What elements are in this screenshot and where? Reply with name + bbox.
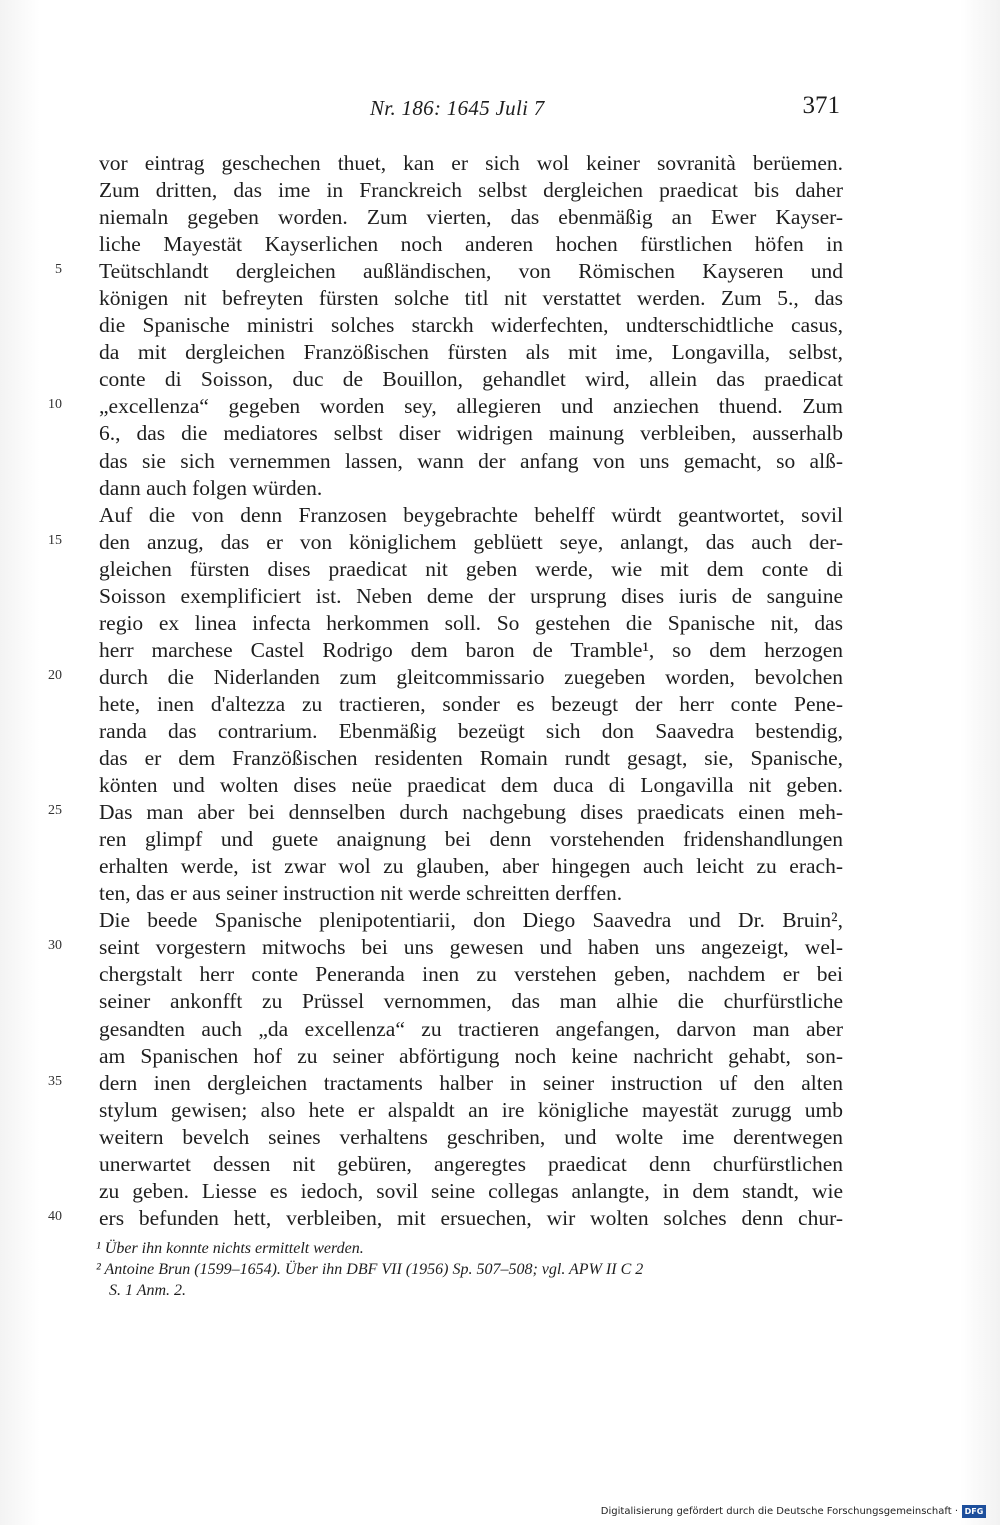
- line-number: 30: [48, 938, 62, 954]
- line-text: zu geben. Liesse es iedoch, sovil seine collegas anlangte, in dem standt, wie: [99, 1178, 843, 1203]
- line-text: am Spanischen hof zu seiner abförtigung noch keine nachricht gehabt, son-: [99, 1043, 843, 1068]
- line-number: 15: [48, 532, 62, 548]
- text-line: [0, 258, 1000, 285]
- text-line: [0, 502, 1000, 529]
- line-text: vor eintrag geschechen thuet, kan er sich wol keiner sovranità berüemen.: [99, 151, 843, 175]
- line-text: herr marchese Castel Rodrigo dem baron de Tramble¹, so dem herzogen: [99, 637, 843, 662]
- line-number: 40: [48, 1208, 62, 1224]
- body-text: [0, 150, 1000, 1232]
- line-text: die Spanische ministri solches starckh widerfechten, undterschidtliche casus,: [99, 313, 843, 338]
- text-line: [0, 339, 1000, 366]
- footnote-text: ¹ Über ihn konnte nichts ermittelt werden.: [96, 1240, 364, 1257]
- text-line: [0, 448, 1000, 475]
- text-line: [0, 961, 1000, 988]
- line-text: seint vorgestern mitwochs bei uns gewesen und haben uns angezeigt, wel-: [99, 935, 843, 960]
- line-text: durch die Niderlanden zum gleitcommissario zuegeben worden, bevolchen: [99, 664, 843, 689]
- text-line: [0, 285, 1000, 312]
- text-line: [0, 718, 1000, 745]
- text-line: [0, 691, 1000, 718]
- line-text: Die beede Spanische plenipotentiarii, don Diego Saavedra und Dr. Bruin²,: [99, 908, 843, 933]
- footnotes: [96, 1238, 856, 1301]
- line-number: 25: [48, 803, 62, 819]
- line-text: stylum gewisen; also hete er alspaldt an ire königliche mayestät zurugg umb: [99, 1097, 843, 1122]
- line-text: randa das contrarium. Ebenmäßig bezeügt sich don Saavedra bestendig,: [99, 718, 843, 743]
- line-text: ten, das er aus seiner instruction nit werde schreitten derffen.: [99, 881, 623, 906]
- text-line: [0, 1205, 1000, 1232]
- text-line: [0, 1178, 1000, 1205]
- text-line: [0, 150, 1000, 177]
- text-line: [0, 826, 1000, 853]
- text-line: [0, 583, 1000, 610]
- line-text: das sie sich vernemmen lassen, wann der anfang von uns gemacht, so alß-: [99, 448, 843, 473]
- text-line: [0, 312, 1000, 339]
- text-line: [0, 664, 1000, 691]
- line-text: „excellenza“ gegeben worden sey, allegieren und anziechen thuend. Zum: [99, 394, 843, 419]
- line-text: Das man aber bei dennselben durch nachgebung dises praedicats einen meh-: [99, 800, 843, 825]
- text-line: [0, 1124, 1000, 1151]
- text-line: [0, 907, 1000, 934]
- line-text: 6., das die mediatores selbst diser widrigen mainung verbleiben, ausserhalb: [99, 421, 843, 446]
- dfg-credit: [601, 1501, 986, 1521]
- line-text: Soisson exemplificiert ist. Neben deme der ursprung dises iuris de sanguine: [99, 583, 843, 608]
- text-line: [0, 934, 1000, 961]
- credit-text: Digitalisierung gefördert durch die Deutsche Forschungsgemeinschaft ·: [600, 1505, 958, 1517]
- text-line: [0, 1070, 1000, 1097]
- line-text: erhalten werde, ist zwar wol zu glauben, aber hingegen auch leicht zu erach-: [99, 854, 843, 879]
- line-text: Teütschlandt dergleichen außländischen, von Römischen Kayseren und: [99, 259, 843, 284]
- line-text: unerwartet dessen nit gebüren, angeregtes praedicat denn churfürstlichen: [99, 1151, 843, 1176]
- text-line: [0, 1016, 1000, 1043]
- line-text: seiner ankonfft zu Prüssel vernommen, das man alhie die churfürstliche: [99, 989, 843, 1014]
- line-text: königen nit befreyten fürsten solche titl nit verstattet werden. Zum 5., das: [99, 286, 843, 311]
- dfg-logo: DFG: [962, 1505, 986, 1518]
- line-text: da mit dergleichen Franzößischen fürsten als mit ime, Longavilla, selbst,: [99, 340, 843, 365]
- text-line: [0, 637, 1000, 664]
- text-line: [0, 1151, 1000, 1178]
- line-text: ers befunden hett, verbleiben, mit ersuechen, wir wolten solches denn chur-: [99, 1205, 843, 1230]
- text-line: [0, 529, 1000, 556]
- text-line: [0, 772, 1000, 799]
- line-text: gesandten auch „da excellenza“ zu tractieren angefangen, darvon man aber: [99, 1016, 843, 1041]
- text-line: [0, 556, 1000, 583]
- line-number: 20: [48, 667, 62, 683]
- text-line: [0, 393, 1000, 420]
- line-text: niemaln gegeben worden. Zum vierten, das ebenmäßig an Ewer Kayser-: [99, 205, 843, 230]
- line-number: 5: [55, 262, 62, 278]
- line-text: gleichen fürsten dises praedicat nit geben werde, wie mit dem conte di: [99, 556, 843, 581]
- footnote: [96, 1238, 856, 1259]
- text-line: [0, 1043, 1000, 1070]
- footnote-continuation: S. 1 Anm. 2.: [109, 1282, 187, 1299]
- line-number: 10: [48, 397, 62, 413]
- footnote: [96, 1259, 856, 1301]
- page-number: 371: [802, 92, 840, 119]
- text-line: [0, 177, 1000, 204]
- line-text: Zum dritten, das ime in Franckreich selbst dergleichen praedicat bis daher: [99, 178, 843, 203]
- text-line: [0, 799, 1000, 826]
- line-text: dann auch folgen würden.: [99, 475, 323, 500]
- line-text: weitern bevelch seines verhaltens geschriben, und wolte ime derentwegen: [99, 1124, 843, 1149]
- line-text: Auf die von denn Franzosen beygebrachte behelff würdt geantwortet, sovil: [99, 502, 843, 527]
- text-line: [0, 475, 1000, 502]
- page-header: [370, 92, 840, 126]
- text-line: [0, 420, 1000, 447]
- line-text: conte di Soisson, duc de Bouillon, gehandlet wird, allein das praedicat: [99, 367, 843, 392]
- line-text: den anzug, das er von königlichem geblüett seye, anlangt, das auch der-: [99, 529, 843, 554]
- text-line: [0, 366, 1000, 393]
- text-line: [0, 988, 1000, 1015]
- line-text: regio ex linea infecta herkommen soll. So gestehen die Spanische nit, das: [99, 610, 843, 635]
- line-text: chergstalt herr conte Peneranda inen zu verstehen geben, nachdem er bei: [99, 962, 843, 987]
- text-line: [0, 853, 1000, 880]
- line-text: ren glimpf und guete anaignung bei denn vorstehenden fridenshandlungen: [99, 827, 843, 852]
- line-text: hete, inen d'altezza zu tractieren, sonder es bezeugt der herr conte Pene-: [99, 691, 843, 716]
- text-line: [0, 1097, 1000, 1124]
- footnote-text: ² Antoine Brun (1599–1654). Über ihn DBF VII (1956) Sp. 507–508; vgl. APW II C 2: [96, 1261, 644, 1278]
- text-line: [0, 880, 1000, 907]
- line-text: das er dem Franzößischen residenten Romain rundt gesagt, sie, Spanische,: [99, 746, 843, 771]
- line-text: dern inen dergleichen tractaments halber in seiner instruction uf den alten: [99, 1070, 843, 1095]
- text-line: [0, 745, 1000, 772]
- text-line: [0, 231, 1000, 258]
- text-line: [0, 610, 1000, 637]
- text-line: [0, 204, 1000, 231]
- line-text: könten und wolten dises neüe praedicat dem duca di Longavilla nit geben.: [99, 773, 843, 798]
- running-head: Nr. 186: 1645 Juli 7: [370, 96, 545, 120]
- line-text: liche Mayestät Kayserlichen noch anderen hochen fürstlichen höfen in: [99, 232, 843, 257]
- line-number: 35: [48, 1073, 62, 1089]
